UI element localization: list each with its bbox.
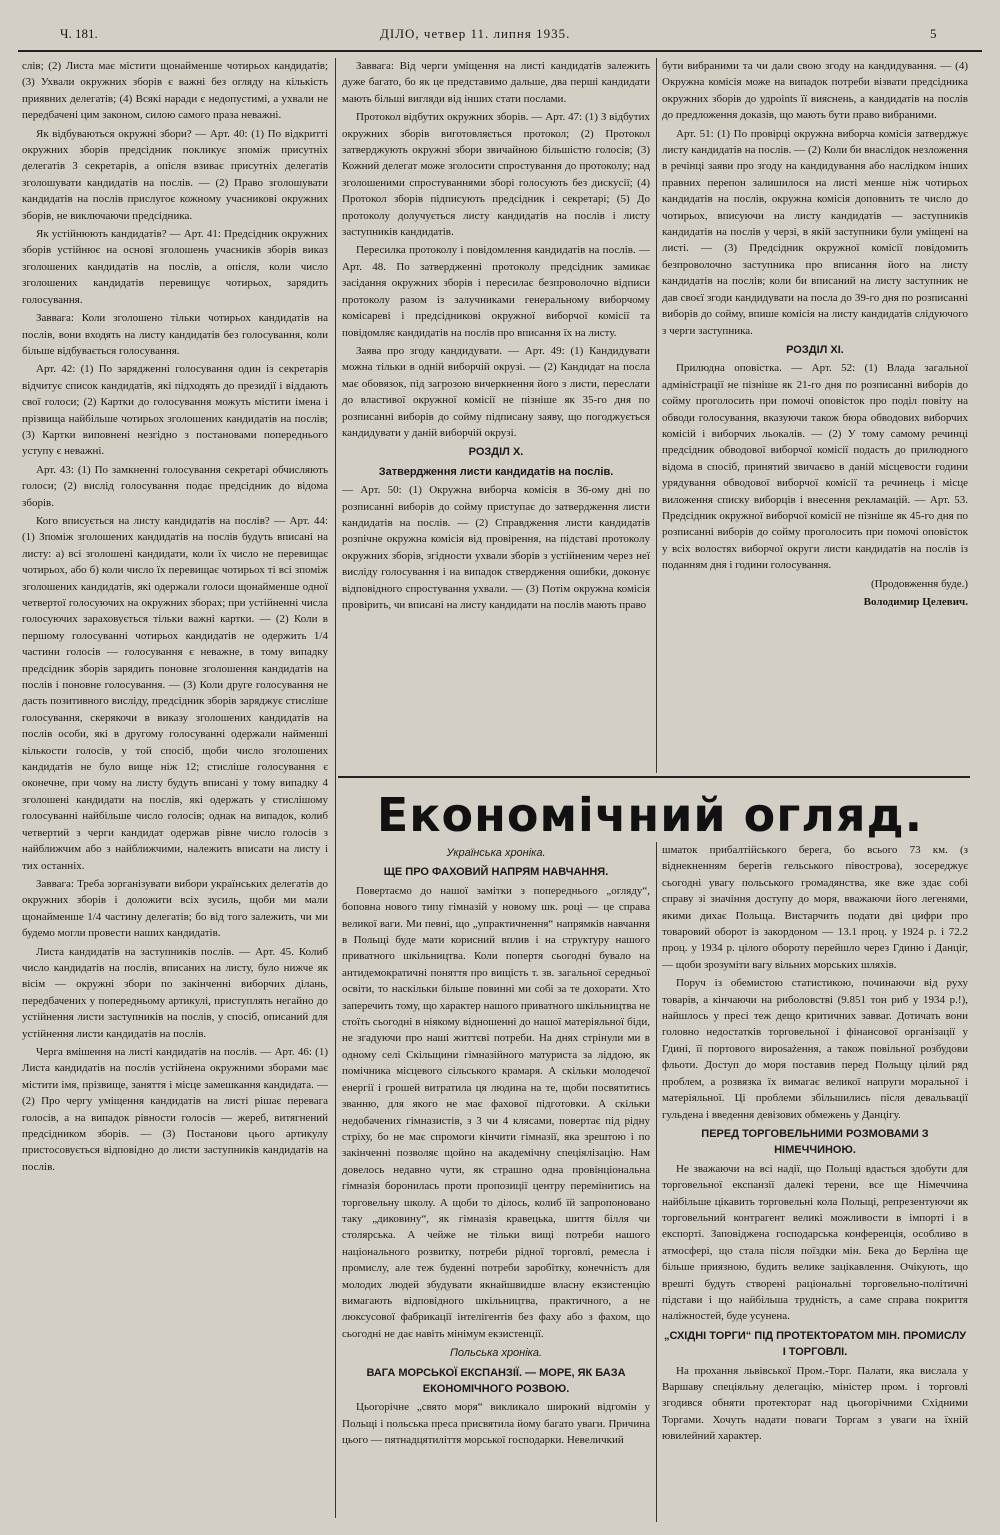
paragraph: слів; (2) Листа має містити щонайменше чотирьох кандидатів; (3) Ухвали окружних зборів є важні без огляду на кількість приявних делегатів; (4) Всякі наради є недопустимі, а ухвали не передбачені цим законом, силою самого праза неважні. — [22, 60, 328, 122]
column-5 — [662, 842, 968, 1522]
rubric-heading: Польська хроніка. — [449, 1347, 543, 1360]
issue-number: Ч. 181. — [60, 26, 98, 41]
column-divider — [656, 58, 657, 773]
paragraph: Арт. 51: (1) По провірці окружна виборча комісія затверджує листу кандидатів на послів. — (2) Коли би внаслідок незложення в речінці заяви про згоду на кандидування або наслідком інших правних перепон залишилося на листі менше ніж чотирьох кандидатів на послів, окружна комісія доповнить те число до чотирьох, вписуючи на листу кандидатів — заступників кандидатів на послів у черзі, в якій заступники були уміщені на листі. — (3) Предсідник окружної комісії повідомить безпроволочно заступника про вписання його на листу кандидатів на послів; коли би вписаний на листу заступник не дав своєї згоди кандидувати на посла до 39-го дня по розписанні виборів до сойму, впише комісія на листу кандидатів слідуючого з черги заступника. — [662, 127, 968, 337]
masthead-date: ДІЛО, четвер 11. липня 1935. — [380, 26, 571, 41]
paragraph: Кого вписується на листу кандидатів на послів? — Арт. 44: (1) Зпоміж зголошених кандидатів на послів будуть вписані на листу: а) всі зголошені кандидати, коли їх число не перевищає чотирьох, або б) коли число їх перевищає чотирьох ті всі зпоміж зголошених кандидатів, які одержали голоси щонайменше одної четвертої голосуючих на окружних зборах; при устійненні числа голосуючих зараховується тільки важні картки. — (2) Коли в першому голосуванні чотирьох кандидатів не одержить 1/4 частини голосів — голосування є неважне, в тому випадку предсідник зборів зарядить поновне зголошення кандидатів на послів і поновне голосування. — (3) Коли друге голосування не дасть позитивного висліду, предсідник зборів заряджує стисліше голосування, скерякочи в виказу зголошених кандидатів на послів особи, які в другому голосуванні одержали найменші кількости голосів, у той спосіб, щоби число зголошених кандидатів не було вище ніж 12; стисліше голосування є оконечне, при чому на листу будуть вписані у тому випадку 4 зголошені кандидати на послів, які одержать у стислішому голосуванні найбільше число голосів; однак на випадок, колиб четвертий з черги кандидат одержав рівне число голосів з найближчим або з найближчими, належить вписати на листу і тих останніх. — [22, 514, 328, 872]
paragraph: Заява про згоду кандидувати. — Арт. 49: (1) Кандидувати можна тільки в одній виборчій окрузі. — (2) Кандидат на посла має обовязок, під загрозою вичеркнення його з листи, переслати до властивої окружної комісії не пізніше як 35-го дня по розписанні виборів до сойму підписану заяву, що погоджується кандидувати у даній виборчій окрузі. — [342, 344, 650, 439]
section-heading: РОЗДІЛ Х. — [468, 446, 524, 459]
paragraph: — Арт. 50: (1) Окружна виборча комісія в 36-ому дні по розписанні виборів до сойму приступає до затвердження листи кандидатів на послів. — (2) Справдження листи кандидатів розпічне окружна комісія від провірення, на підставі протоколу окружних зборів, згідности ухвали зборів з устійненим через неї висліду голосування і на випадок ствердження ошибки, доконує відповідного спростування ухвали. — (3) Потім окружна комісія провірить, чи вписані на листу кандидати на послів мають право — [342, 484, 650, 611]
paragraph: Заввага: Коли зголошено тільки чотирьох кандидатів на послів, вони входять на листу кандидатів без голосування, коли більше відбувається голосування. — [22, 312, 328, 357]
paragraph: Листа кандидатів на заступників послів. — Арт. 45. Колиб число кандидатів на послів, вписаних на листу, було нижче як вісім — окружні збори по закінченні виборчих ділань, передбачених у попередньому артикулі, приступлять негайно до устійнення листи заступників на послів, у спосіб, описаний для устійнення листи кандидатів на послів. — [22, 945, 328, 1040]
paragraph: Цьогорічне „свято моря“ викликало широкий відгомін у Польщі і польська преса присвятила йому багато уваги. Причина цього — пятнадцятиліття морської господарки. Невеличкий — [342, 1401, 650, 1447]
paragraph: Протокол відбутих окружних зборів. — Арт. 47: (1) З відбутих окружних зборів виготовляється протокол; (2) Протокол затверджують окружні збори звичайною більшістю голосів; (3) Кожний делегат може зголосити спростування до протоколу; над зголошеними спростуваннями зборі голосують без дискусії; (4) Протокол зборів підписують предсідник і секретарі; (5) До протоколу долучується листу кандидатів на послів і листу заступників кандидатів. — [342, 111, 650, 239]
column-1 — [22, 58, 328, 1518]
paragraph: Заввага: Треба зорганізувати вибори українських делегатів до окружних зборів і доложити всіх зусиль, щоби ми мали щонайменше 1/4 частину делегатів; бо від того залежить, чи ми будемо могли провести наших кандидатів. — [22, 877, 328, 940]
column-4 — [342, 842, 650, 1522]
column-divider — [656, 842, 657, 1522]
paragraph: Арт. 42: (1) По зарядженні голосування один із секретарів відчитує список кандидатів, які підходять до президії і віддають свої голоси; (2) Картки до голосування можуть містити імена і прізвища найбільше чотирьох зголошених кандидатів на послів; (3) Картки виповнені незгідно з постановами попереднього уступу є неважні. — [22, 363, 328, 458]
continuation-note: (Продовження буде.) — [870, 577, 968, 590]
article-heading: „СХІДНІ ТОРГИ“ ПІД ПРОТЕКТОРАТОМ МІН. ПРОМИСЛУ І ТОРГОВЛІ. — [663, 1329, 967, 1359]
paragraph: бути вибраними та чи дали свою згоду на кандидування. — (4) Окружна комісія може на випадок потреби візвати предсідника окружних зборів до удpoints її вияснень, а кандидатів на послів до предложення доказів, що мають бути право вибраними. — [662, 60, 968, 122]
paragraph: Прилюдна оповістка. — Арт. 52: (1) Влада загальної адміністрації не пізніше як 21-го дня по розписанні виборів до сойму проголосить при помочі оповісток про поділ повіту на обводи голосування, вказуючи також бюра обводових виборчих комісій і виборчих льокалів. — (2) У тому самому речинці предсідник обводової виборчої комісії подасть до прилюдного відома в спосіб, принятий звичаєво в даній місцевости години урядування обводової виборчої комісії та речинець і місце виложення списку виборців і внесення рекламацій. — Арт. 53. Предсідник окружної виборчої комісії не пізніше як 45-го дня по розписанні виборів до сойму проголосить при помочі оповісток у всіх волостях виборчої округи листи кандидатів на послів із поданням дня і години голосування. — [662, 362, 968, 572]
header-rule — [18, 50, 982, 52]
paragraph: Поруч із обемистою статистикою, починаючи від руху товарів, а кінчаючи на риболовстві (9.851 тон риб у 1934 р.!), найшлось у пресі теж дещо критичних завваг. Дотичать вони головно недостатків торговельної і фінансової організації у Гдині, її портового виposażення, а також повільної розбудови фльоти. Доступ до моря поставив перед Польщу цілий ряд проблем, а розвязка їх вимагає великої напруги моральної і матеріяльної. Ці проблеми збільшились після девальвації гульдена і введення девізових обмежень у Данцігу. — [662, 977, 968, 1121]
column-2 — [342, 58, 650, 773]
paragraph: Не зважаючи на всі надії, що Польщі вдасться здобути для торговельної експанзії далекі терени, все ще Німеччина найбільше цікавить торговельні кола Польщі, репрезентуючи як торговельний контрагент великі можливости в імпорті і в експорті. Заповіджена господарська конференція, особливо в атмосфері, що стала після поїздки мін. Бека до Берліна ще більше приязною, будить велике зацікавлення. Очікують, що врешті будуть створені раціональні торговельно-політичні підстави і що найбільша трудність, а саме справа покриття наліжностей, буде усунена. — [662, 1162, 968, 1323]
article-heading: ВАГА МОРСЬКОЇ ЕКСПАНЗІЇ. — МОРЕ, ЯК БАЗА ЕКОНОМІЧНОГО РОЗВОЮ. — [366, 1366, 626, 1395]
section-title: Економічний огляд. — [376, 788, 924, 842]
paragraph: Арт. 43: (1) По замкненні голосування секретарі обчисляють голоси; (2) вислід голосування подає предсідник до відома зборів. — [22, 463, 328, 509]
article-heading: ПЕРЕД ТОРГОВЕЛЬНИМИ РОЗМОВАМИ З НІМЕЧЧИНОЮ. — [701, 1127, 929, 1157]
column-3 — [662, 58, 968, 773]
rubric-heading: Українська хроніка. — [446, 847, 546, 859]
section-heading: РОЗДІЛ XI. — [786, 343, 844, 356]
subsection-heading: Затвердження листи кандидатів на послів. — [378, 465, 614, 478]
paragraph: шматок прибалтійського берега, бо всього 73 км. (з віднекненням берегів гельського півострова), зосереджує сьогодні увагу польського громадянства, яке вже здає собі справу зі значіння доступу до моря, вважаючи його легенями, якими дихає Польща. Вистарчить подати дві цифри про товаровий оборот із закордоном — 13.1 проц. у 1924 р. і 72.2 проц. у 1934 р. цілого обороту перейшло через Гдиню і Данціг, — щоби зрозуміти вагу вільних морських шляхів. — [662, 844, 968, 971]
paragraph: Як устійнюють кандидатів? — Арт. 41: Предсідник окружних зборів устійнює на основі зголошень учасників зборів виказ зголошених кандидатів на послів, а опісля, коли число зголошених кандидатів перевищує чотирьох, зарядить голосування. — [22, 228, 328, 306]
paragraph: Пересилка протоколу і повідомлення кандидатів на послів. — Арт. 48. По затвердженні протоколу предсідник замикає засідання окружних зборів і пересилає безпроволочно відписи протоколу разом із залучниками генеральному виборчому комісареві і предсідникові окружної виборчої комісії та повідомляє кандидатів на послів про вписання їх на листу. — [342, 244, 650, 339]
paragraph: Повертаємо до нашої замітки з попереднього „огляду“, боповна нового типу гімназій у новому шк. році — це справа великої ваги. Ми певні, що „упрактичнення“ напрямків навчання в Польщі буде мати корисний вплив і на структуру нашого приватного шкільництва. Коли попертя сьогодні бувало на антидемократичні поняття про вищість т. зв. загальної середньої освіти, то наскільки більше повинні ми собі за те дохорати. Хто заперечить тому, що характер нашого приватного шкільництва не стоїть сьогодні в ніякому відношенні до нашої матеріяльної біди, не згадуючи про наші життєві потреби. На днях стрінули ми в одному селі Скільщини гімназійного матуриста за ліддою, як помічника місцевого сільського крамаря. А скільки молодечої енергії і грошей витратила ця людина на те, щоби посвятитись званню, для якого не має фахової підготовки. А скільки недобачених гімназистів, з 3 чи 4 клясами, повертає під рідну стріху, бо не має спромоги кінчити гімназії, яка зрештою і по закінченні позволяє щойно на академічну спеціялізацію. Нам довелось недавно чути, як страшно одна провінціональна гімназія боронилась проти пропозиції центру перемінитись на торговельну школу. А щоби то ділось, колиб їй запропоновано таку „диковину“, як гімназія кравецька, шиття білля чи столярська. А чейже не тільки вищі потреби нашого національного розвитку, потреби рідної торговлі, ремесла і промислу, але теж буденні потреби заробітку, конечність для молодих людей збудувати якнайшвидше власну екзистенцію вимагають відповідного шкільництва, практичного, а не люксусової фабрикації інтелігентів без фаху або з фахом, що сьогодні не дає навіть мінімум екзистенції. — [342, 884, 650, 1340]
paragraph: Як відбуваються окружні збори? — Арт. 40: (1) По відкритті окружних зборів предсідник покликує зпоміж присутніх делегатів 3 секретарів, а опісля взиває присутніх делегатів зголошувати кандидатів на послів. — (2) Право зголошувати кандидатів на послів прислугоє кожному учасникові окружних зборів, не виключаючи предсідника. — [22, 127, 328, 222]
article-heading: ЩЕ ПРО ФАХОВИЙ НАПРЯМ НАВЧАННЯ. — [383, 866, 609, 879]
paragraph: Черга вмішення на листі кандидатів на послів. — Арт. 46: (1) Листа кандидатів на послів устійнена окружними зборами має містити імя, прізвище, заняття і місце замешкання кандидата. — (2) Про чергу уміщення кандидатів на листі рішає перевага голосів, а на випадок рівности голосів — жереб, витягнений предсідником зборів. — (3) Постанови цього артикулу пристосовується відповідно до листи заступників кандидатів на послів. — [22, 1045, 328, 1173]
section-rule — [338, 776, 970, 778]
author-signature: Володимир Целевич. — [863, 596, 968, 608]
paragraph: На прохання львівської Пром.-Торг. Палати, яка вислала у Варшаву спеціяльну делегацію, міністер пром. і торговлі згодився обняти протекторат над цьогорічними Східними Торгами. Хочуть надати поваги Торгам з уваги на їхній ювилейний характер. — [662, 1364, 968, 1443]
page-header — [0, 20, 1000, 48]
paragraph: Заввага: Від черги уміщення на листі кандидатів залежить дуже багато, бо як це представимо дальше, два перші кандидати мають більші вигляди від інших стати послами. — [342, 60, 650, 105]
page-number: 5 — [930, 26, 937, 41]
